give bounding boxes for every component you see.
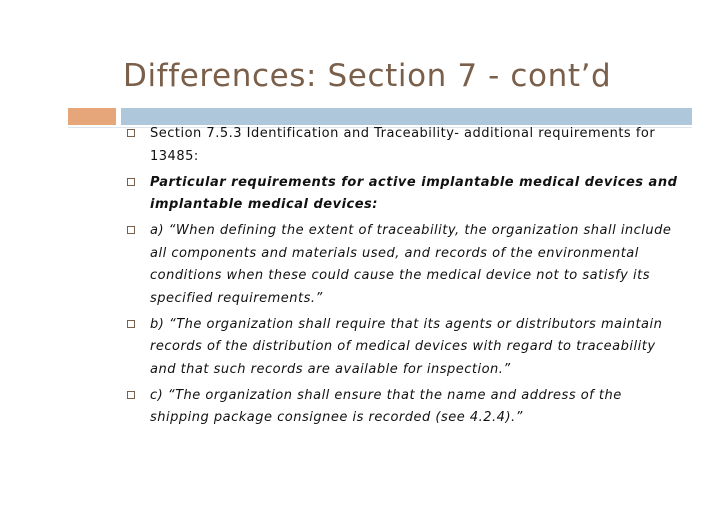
hollow-square-icon <box>127 320 135 328</box>
list-item <box>125 220 685 310</box>
list-item <box>125 385 685 430</box>
list-item-text: b) “The organization shall require that its agents or distributors maintain records of the distribution of medical devices with regard to traceability and that such records are available for inspection.” <box>150 316 663 377</box>
bullet-list <box>125 123 685 433</box>
list-item <box>125 123 685 168</box>
list-item-text: c) “The organization shall ensure that the name and address of the shipping package consignee is recorded (see 4.2.4).” <box>150 387 622 425</box>
list-item <box>125 314 685 382</box>
hollow-square-icon <box>127 226 135 234</box>
slide-title: Differences: Section 7 - cont’d <box>123 58 612 94</box>
hollow-square-icon <box>127 178 135 186</box>
hollow-square-icon <box>127 391 135 399</box>
list-item <box>125 172 685 217</box>
hollow-square-icon <box>127 129 135 137</box>
list-item-text: Particular requirements for active implantable medical devices and implantable medical devices: <box>150 174 678 212</box>
list-item-text: a) “When defining the extent of traceability, the organization shall include all components and materials used, and records of the environmental conditions when these could cause the medical device not to satisfy its specified requirements.” <box>150 223 672 306</box>
list-item-text: Section 7.5.3 Identification and Traceability- additional requirements for 13485: <box>150 126 656 164</box>
title-band-accent <box>68 108 116 125</box>
